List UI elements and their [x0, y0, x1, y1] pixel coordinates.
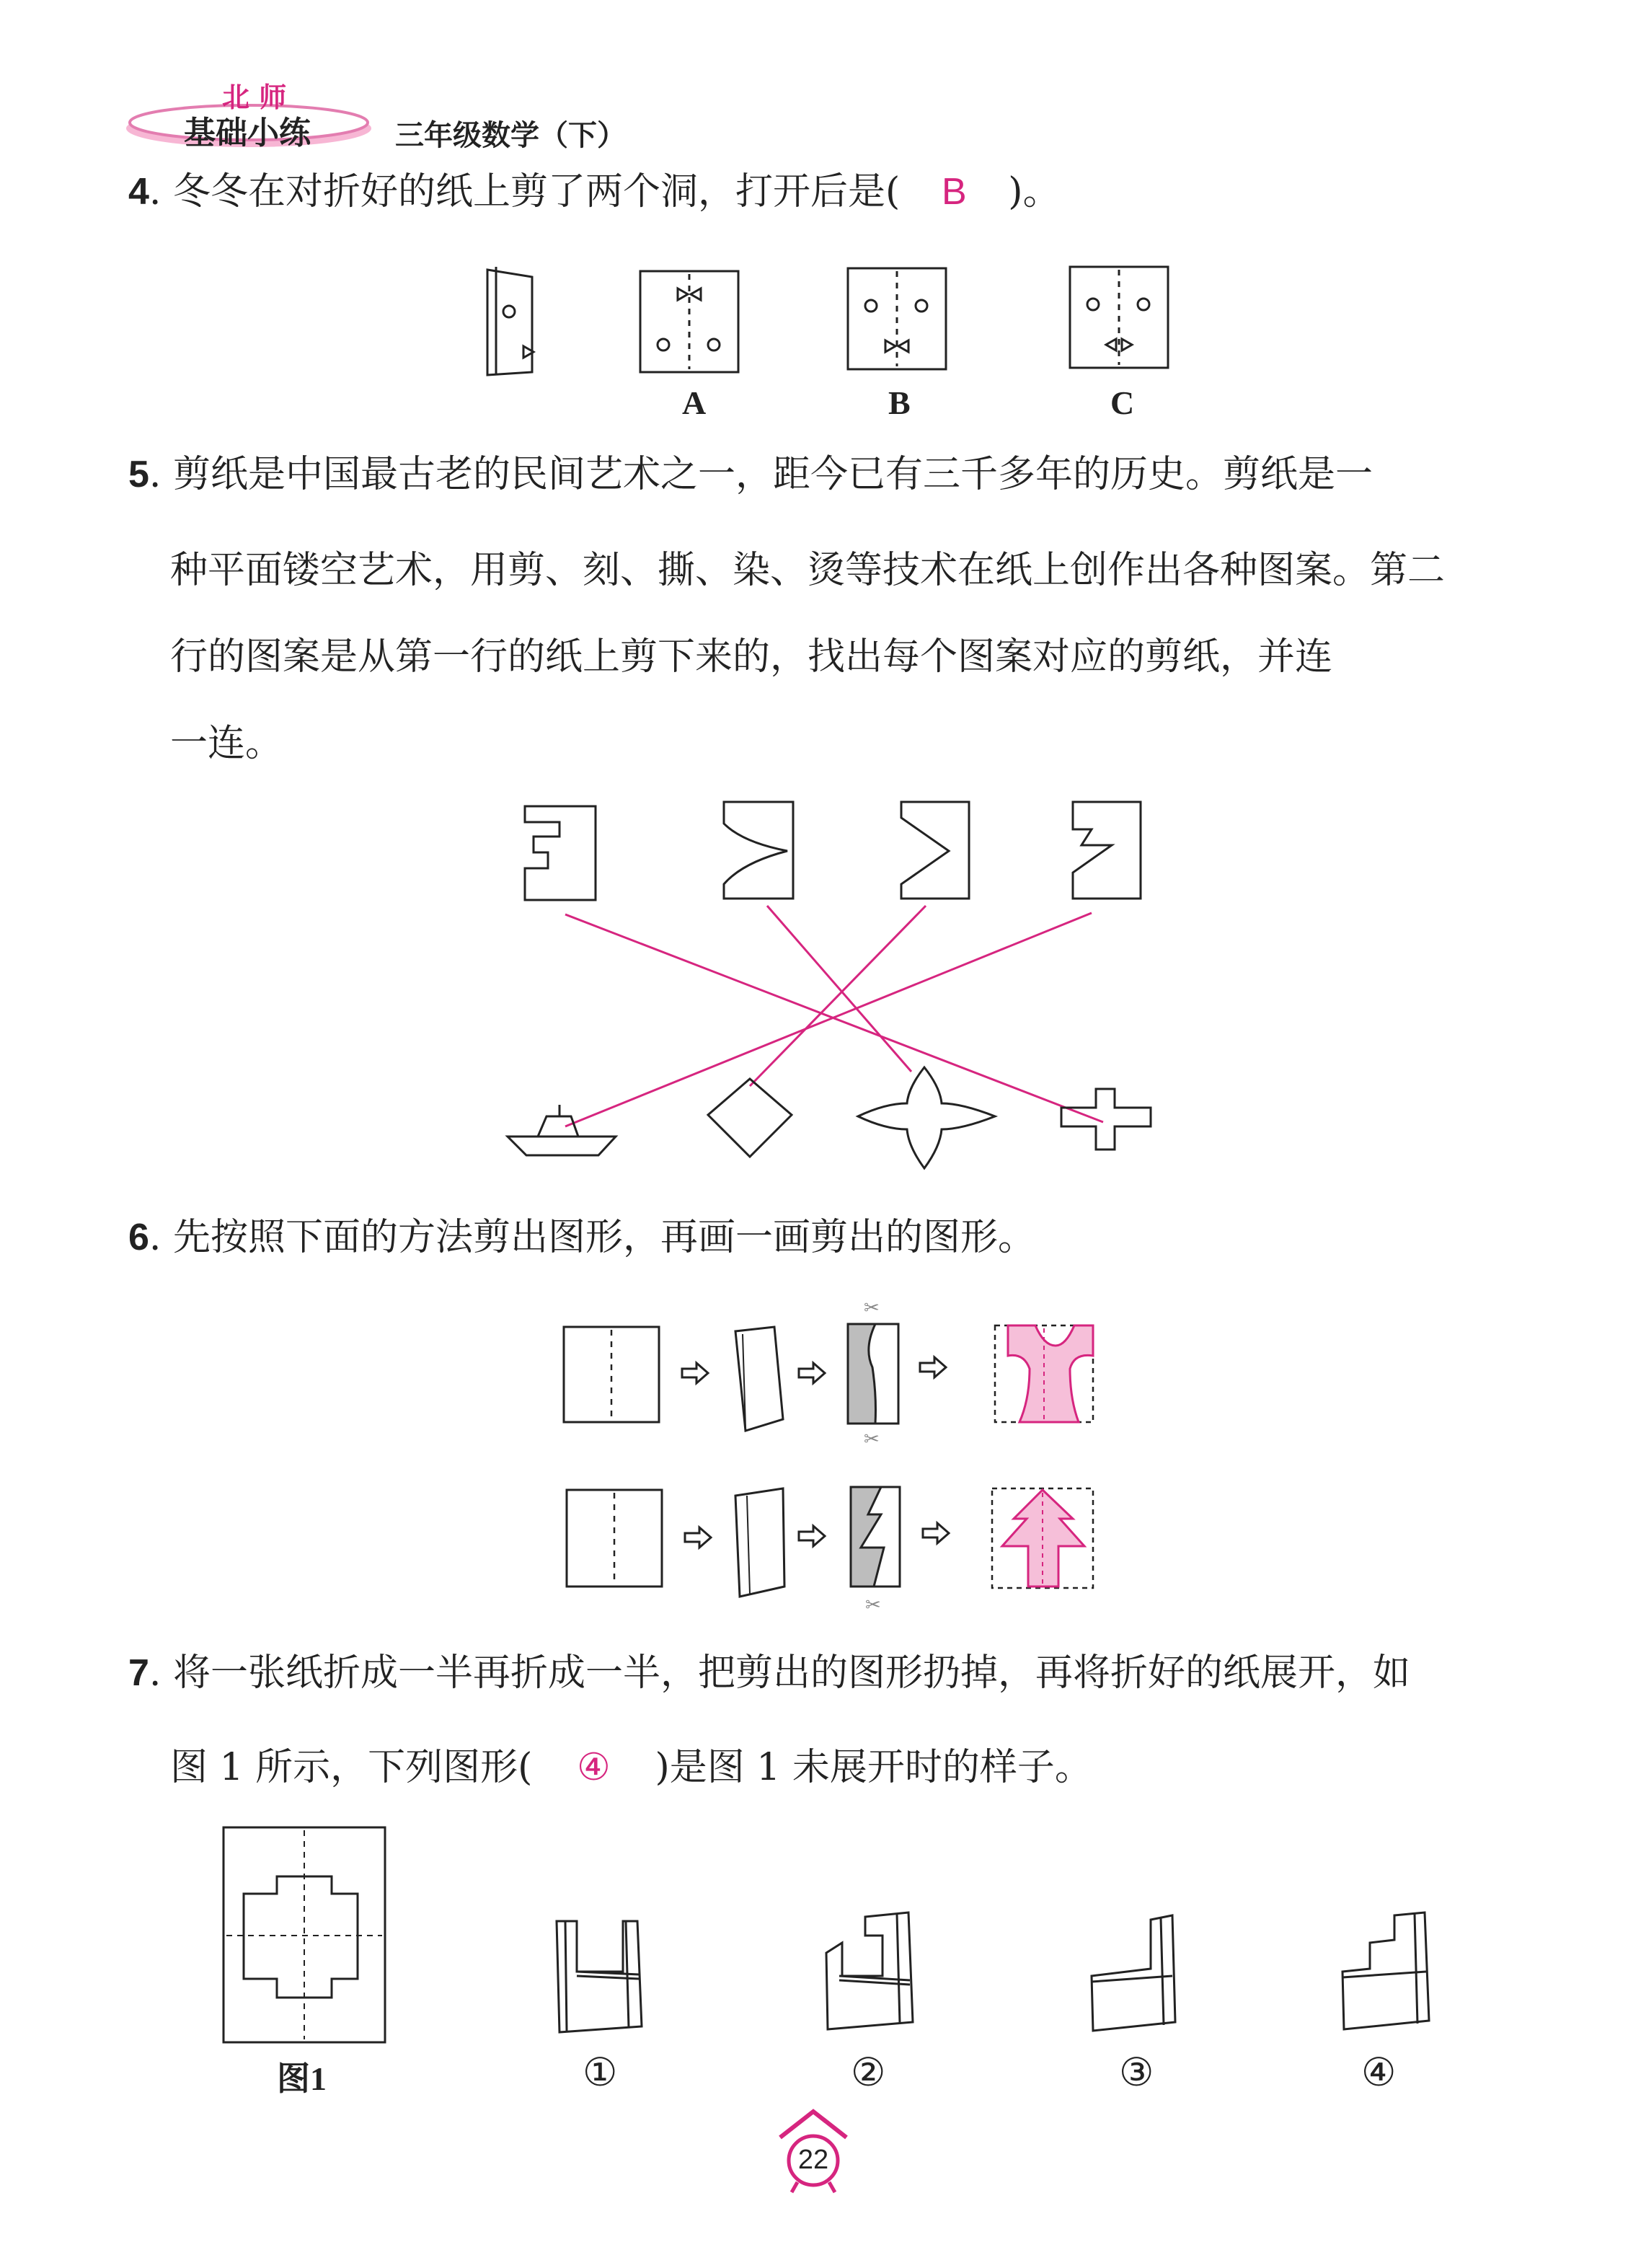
q5-top-shape-1	[525, 806, 596, 900]
svg-text:✂: ✂	[865, 1594, 881, 1616]
q7-option-3-figure	[1092, 1915, 1175, 2031]
arrow-icon	[682, 1363, 708, 1383]
arrow-icon	[799, 1526, 825, 1546]
q4-text-after: )。	[1008, 170, 1061, 213]
q6-shirt-answer	[1008, 1325, 1093, 1422]
q4-option-c-figure	[1070, 267, 1168, 368]
q5-top-shape-4	[1073, 802, 1141, 899]
q5-line-1	[128, 453, 1373, 496]
q7-line-1	[128, 1651, 1410, 1695]
q4-option-a-figure	[640, 271, 738, 372]
q4-text-before: . 冬冬在对折好的纸上剪了两个洞，打开后是(	[149, 170, 901, 213]
q7-number: 7	[128, 1652, 149, 1694]
q7-option-2-figure	[826, 1912, 913, 2029]
q5-flower-shape	[858, 1067, 995, 1168]
q5-line-2: 种平面镂空艺术，用剪、刻、撕、染、烫等技术在纸上创作出各种图案。第二	[170, 549, 1446, 592]
q6-text-body: . 先按照下面的方法剪出图形，再画一画剪出的图形。	[149, 1216, 1035, 1259]
q6-row1	[564, 1297, 1093, 1450]
brand-main: 基础小练	[184, 115, 311, 151]
svg-text:✂: ✂	[864, 1297, 880, 1319]
q6-row2	[567, 1487, 1093, 1616]
q5-diamond-shape	[708, 1079, 792, 1157]
arrow-icon	[923, 1523, 949, 1543]
q4-folded-paper	[487, 267, 534, 375]
q7-figure-label: 图1	[277, 2060, 327, 2097]
q5-top-shape-3	[901, 802, 969, 899]
q7-line1-text: . 将一张纸折成一半再折成一半，把剪出的图形扔掉，再将折好的纸展开，如	[149, 1651, 1410, 1695]
q4-label-a: A	[682, 384, 707, 421]
q7-option-1-figure	[557, 1921, 642, 2032]
arrow-icon	[799, 1363, 825, 1383]
q7-figure-1	[224, 1827, 385, 2042]
q5-line1-text: . 剪纸是中国最古老的民间艺术之一，距今已有三千多年的历史。剪纸是一	[149, 453, 1373, 496]
q4-answer: B	[941, 171, 967, 213]
q4-number: 4	[128, 171, 149, 213]
q6-number: 6	[128, 1217, 149, 1258]
book-title: 三年级数学（下）	[395, 119, 626, 152]
q4-label-c: C	[1110, 384, 1135, 421]
q7-line2-after: )是图 1 未展开时的样子。	[655, 1746, 1092, 1789]
svg-text:✂: ✂	[864, 1429, 880, 1450]
q5-number: 5	[128, 454, 149, 495]
q7-option-1-label: ①	[583, 2049, 618, 2095]
q7-option-4-figure	[1342, 1912, 1429, 2029]
q4-option-b-figure	[848, 268, 946, 369]
q7-line-2	[170, 1737, 1092, 1791]
q7-option-2-label: ②	[851, 2049, 886, 2095]
q5-cross-shape	[1061, 1089, 1151, 1150]
brand-top: 北 师	[222, 81, 287, 113]
q7-option-3-label: ③	[1119, 2049, 1154, 2095]
arrow-icon	[920, 1357, 946, 1377]
page-number: 22	[797, 2145, 829, 2175]
q7-answer: ④	[577, 1747, 611, 1788]
q5-top-shape-2	[724, 802, 793, 899]
q7-line2-before: 图 1 所示，下列图形(	[170, 1746, 533, 1789]
q5-line-3: 行的图案是从第一行的纸上剪下来的，找出每个图案对应的剪纸，并连	[170, 635, 1333, 679]
q6-text	[128, 1216, 1035, 1259]
arrow-icon	[685, 1527, 711, 1548]
q5-line-4: 一连。	[170, 722, 283, 765]
q7-option-4-label: ④	[1361, 2049, 1397, 2095]
q4-label-b: B	[888, 384, 911, 421]
q5-match-lines	[565, 906, 1103, 1126]
